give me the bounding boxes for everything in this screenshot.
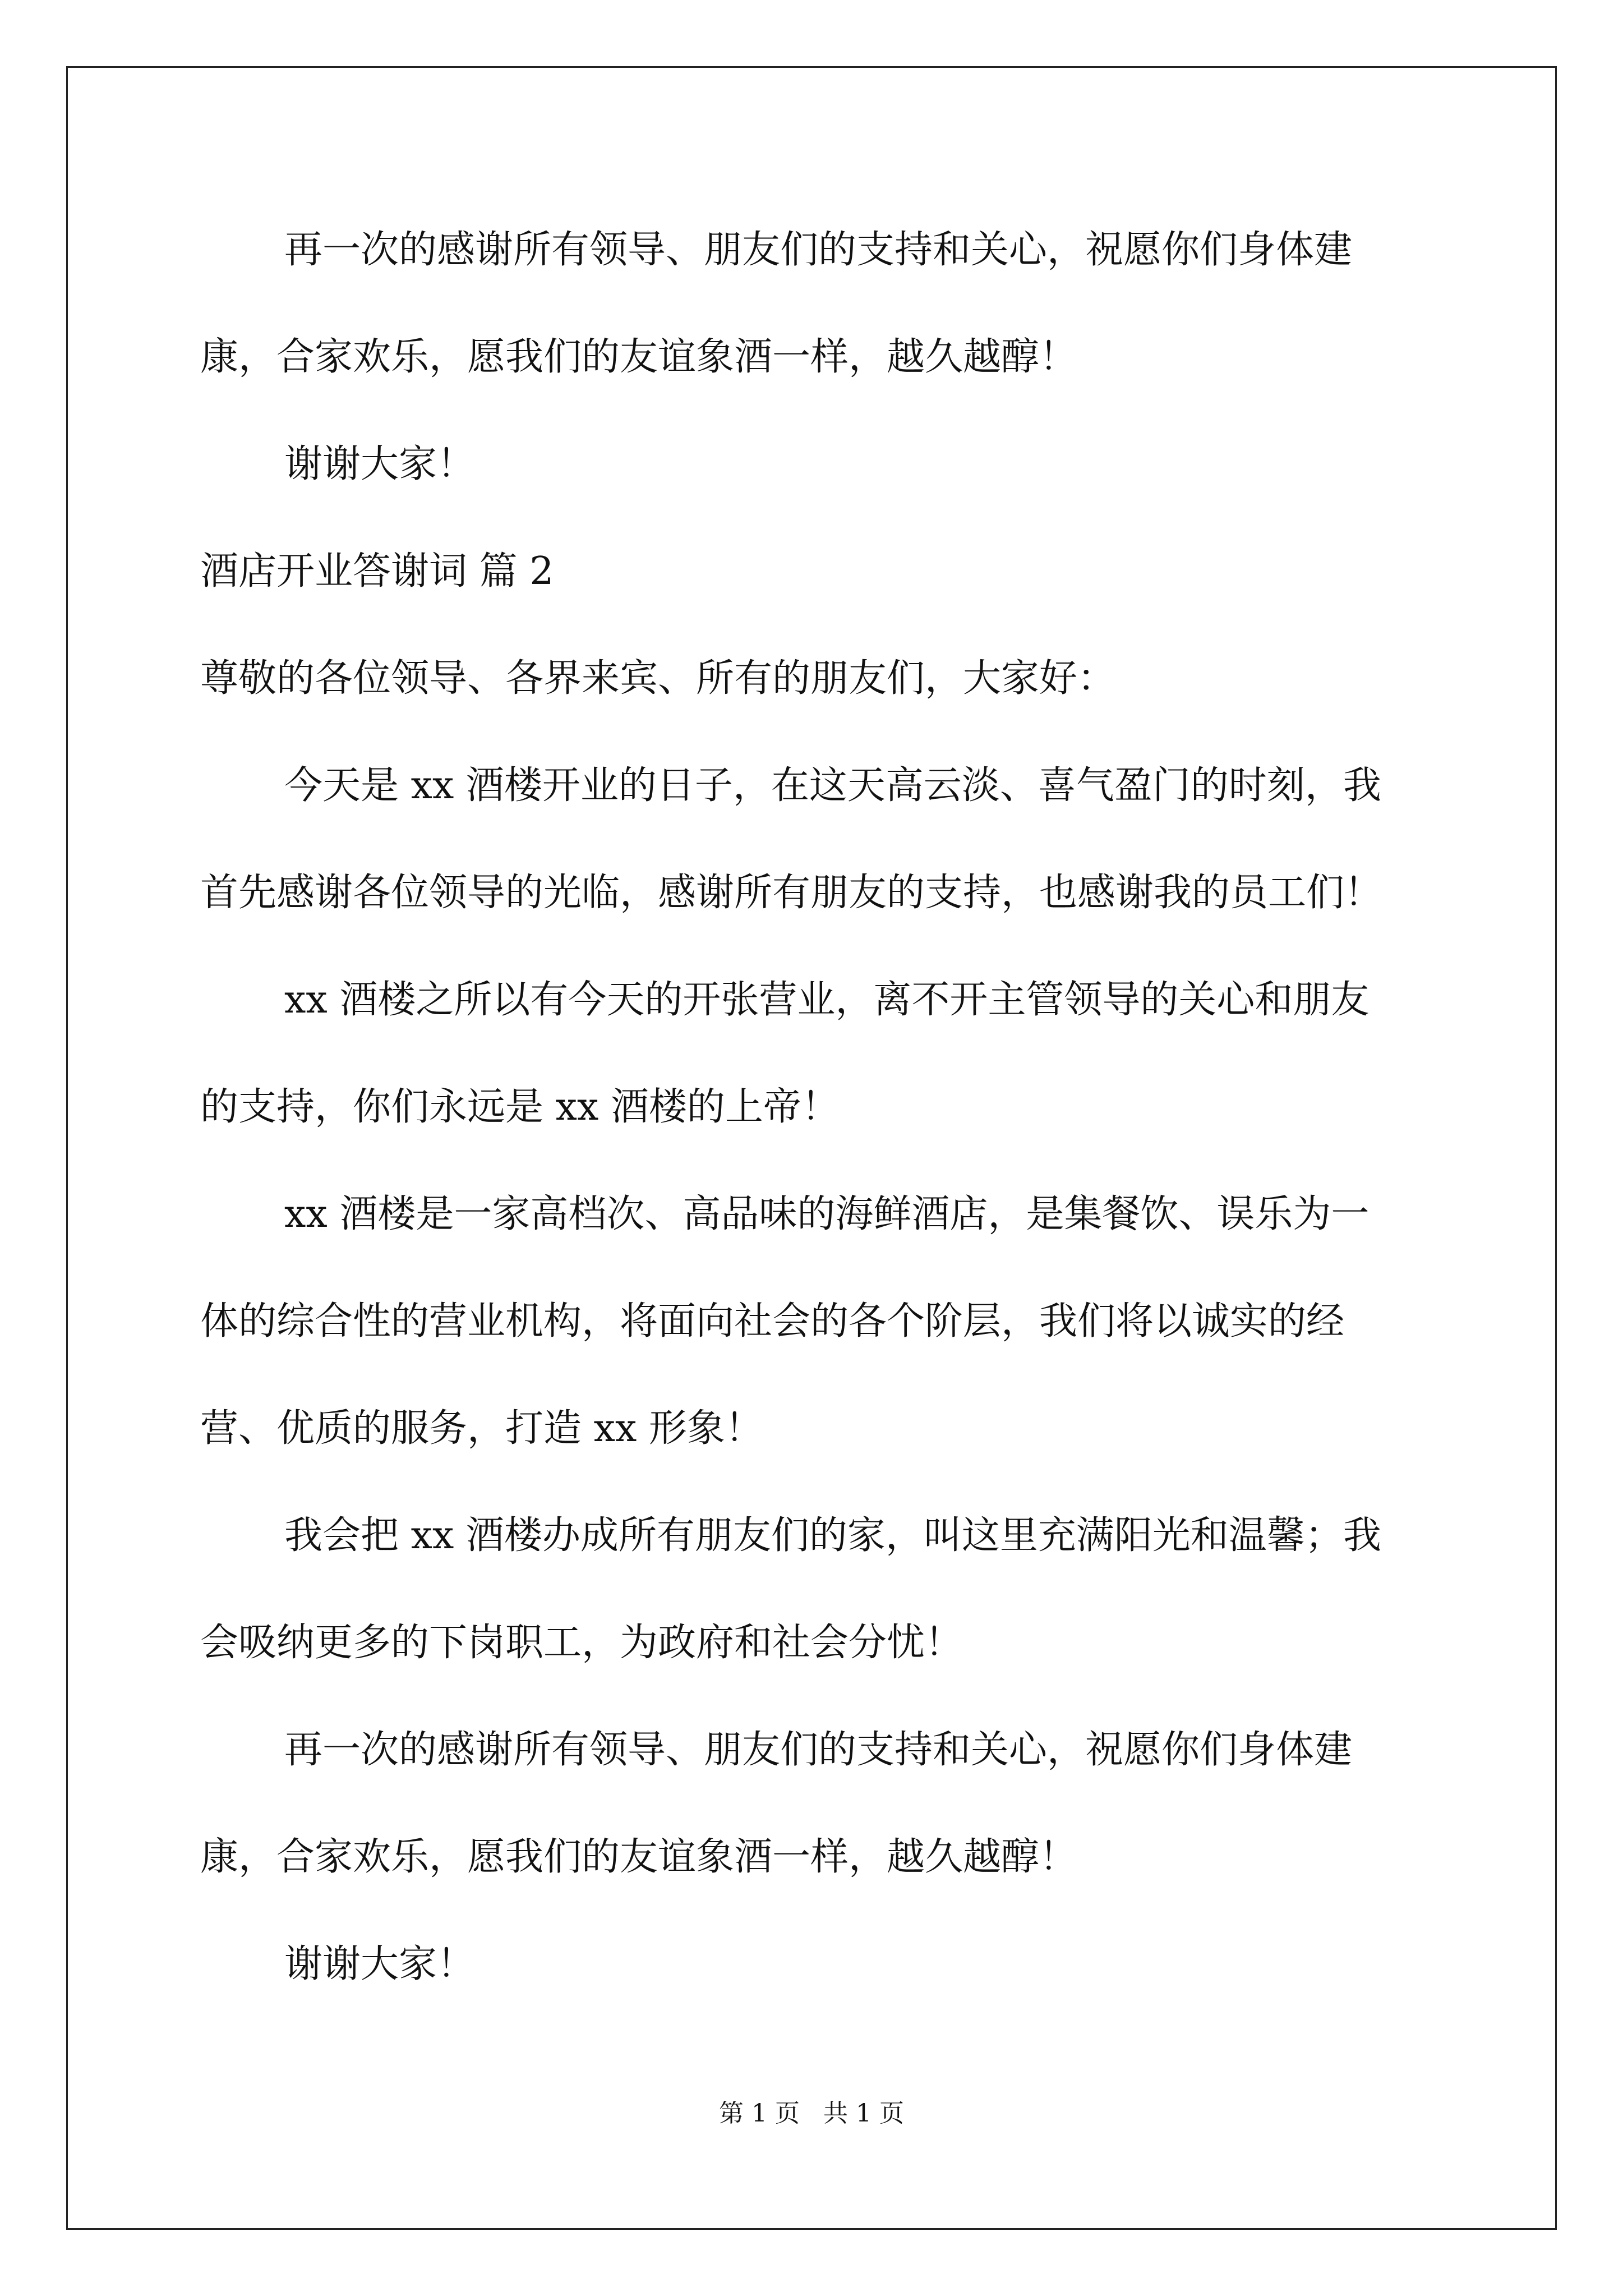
salutation-line: 尊敬的各位领导、各界来宾、所有的朋友们，大家好： [200, 656, 1116, 701]
paragraph-line: 谢谢大家！ [284, 442, 476, 486]
paragraph-line: 谢谢大家！ [284, 1942, 476, 1986]
paragraph-line: 再一次的感谢所有领导、朋友们的支持和关心，祝愿你们身体建 [284, 1728, 1353, 1772]
page-border [66, 66, 1557, 2230]
paragraph-line: 康，合家欢乐，愿我们的友谊象酒一样，越久越醇！ [200, 335, 1078, 379]
paragraph-line: 首先感谢各位领导的光临，感谢所有朋友的支持，也感谢我的员工们！ [200, 871, 1383, 915]
page-total: 共 1 页 [823, 2099, 904, 2128]
section-heading: 酒店开业答谢词 篇 2 [200, 549, 554, 593]
page-footer [0, 2097, 1623, 2131]
page-number: 第 1 页 [719, 2099, 800, 2128]
paragraph-line: 康，合家欢乐，愿我们的友谊象酒一样，越久越醇！ [200, 1835, 1078, 1879]
paragraph-line: 营、优质的服务，打造 xx 形象！ [200, 1406, 763, 1451]
paragraph-line: 的支持，你们永远是 xx 酒楼的上帝！ [200, 1085, 840, 1129]
paragraph-line: xx 酒楼之所以有今天的开张营业，离不开主管领导的关心和朋友 [284, 978, 1370, 1022]
paragraph-line: 我会把 xx 酒楼办成所有朋友们的家，叫这里充满阳光和温馨；我 [284, 1513, 1381, 1558]
paragraph-line: xx 酒楼是一家高档次、高品味的海鲜酒店，是集餐饮、误乐为一 [284, 1192, 1370, 1236]
paragraph-line: 再一次的感谢所有领导、朋友们的支持和关心，祝愿你们身体建 [284, 228, 1353, 272]
paragraph-line: 体的综合性的营业机构，将面向社会的各个阶层，我们将以诚实的经 [200, 1299, 1345, 1343]
paragraph-line: 今天是 xx 酒楼开业的日子，在这天高云淡、喜气盈门的时刻，我 [284, 763, 1381, 808]
paragraph-line: 会吸纳更多的下岗职工，为政府和社会分忧！ [200, 1621, 963, 1665]
